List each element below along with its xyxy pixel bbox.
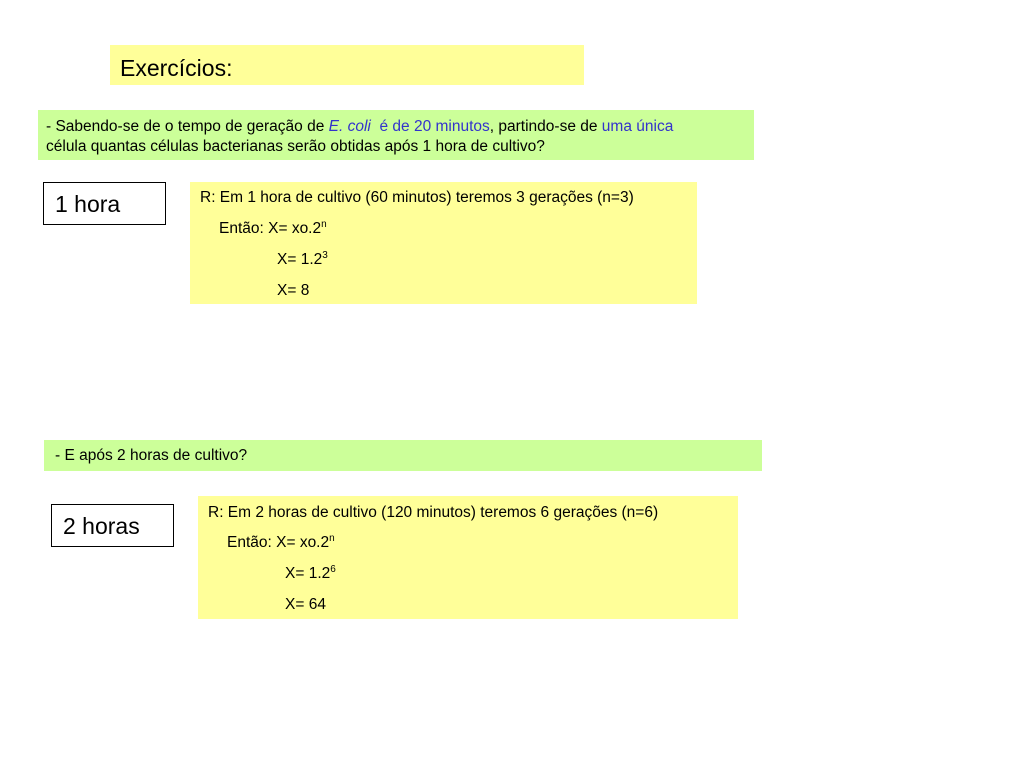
answer-2-line-3-base: X= 1.2 xyxy=(285,565,331,582)
hour-2-label: 2 horas xyxy=(63,513,140,539)
answer-1-line-2-exponent: n xyxy=(321,219,327,230)
answer-1-line-1: R: Em 1 hora de cultivo (60 minutos) teremos 3 gerações (n=3) xyxy=(200,189,634,206)
hour-2-box xyxy=(51,504,174,547)
answer-1-box xyxy=(190,182,697,304)
question-1-suffix: célula quantas células bacterianas serão obtidas após 1 hora de cultivo? xyxy=(46,138,545,155)
answer-2-line-3 xyxy=(285,565,336,583)
generation-time: é de 20 minutos xyxy=(379,118,490,135)
organism-name: E. coli xyxy=(328,118,371,135)
page-title: Exercícios: xyxy=(120,55,233,81)
answer-2-line-4: X= 64 xyxy=(285,596,326,613)
question-1-prefix: - Sabendo-se de o tempo de geração de xyxy=(46,118,329,135)
answer-2-line-3-exponent: 6 xyxy=(330,564,336,575)
question-1-box xyxy=(38,110,754,160)
answer-2-box xyxy=(198,496,738,619)
answer-1-line-2-base: Então: X= xo.2 xyxy=(219,220,322,237)
answer-2-line-1: R: Em 2 horas de cultivo (120 minutos) teremos 6 gerações (n=6) xyxy=(208,504,659,521)
hour-1-label: 1 hora xyxy=(55,191,121,217)
answer-2-line-2-base: Então: X= xo.2 xyxy=(227,534,330,551)
answer-2-line-2 xyxy=(227,534,335,552)
answer-1-line-3 xyxy=(277,251,328,269)
answer-1-line-3-exponent: 3 xyxy=(322,250,328,261)
question-2-text: - E após 2 horas de cultivo? xyxy=(55,447,248,464)
title-box xyxy=(110,45,584,85)
question-2-box xyxy=(44,440,762,471)
question-1-text xyxy=(46,117,746,157)
hour-1-box xyxy=(43,182,166,225)
single-cell-highlight: uma única xyxy=(601,118,674,135)
answer-2-line-2-exponent: n xyxy=(329,533,335,544)
answer-1-line-3-base: X= 1.2 xyxy=(277,251,323,268)
answer-1-line-4: X= 8 xyxy=(277,282,310,299)
answer-1-line-2 xyxy=(219,220,327,238)
question-1-middle: , partindo-se de xyxy=(489,118,602,135)
